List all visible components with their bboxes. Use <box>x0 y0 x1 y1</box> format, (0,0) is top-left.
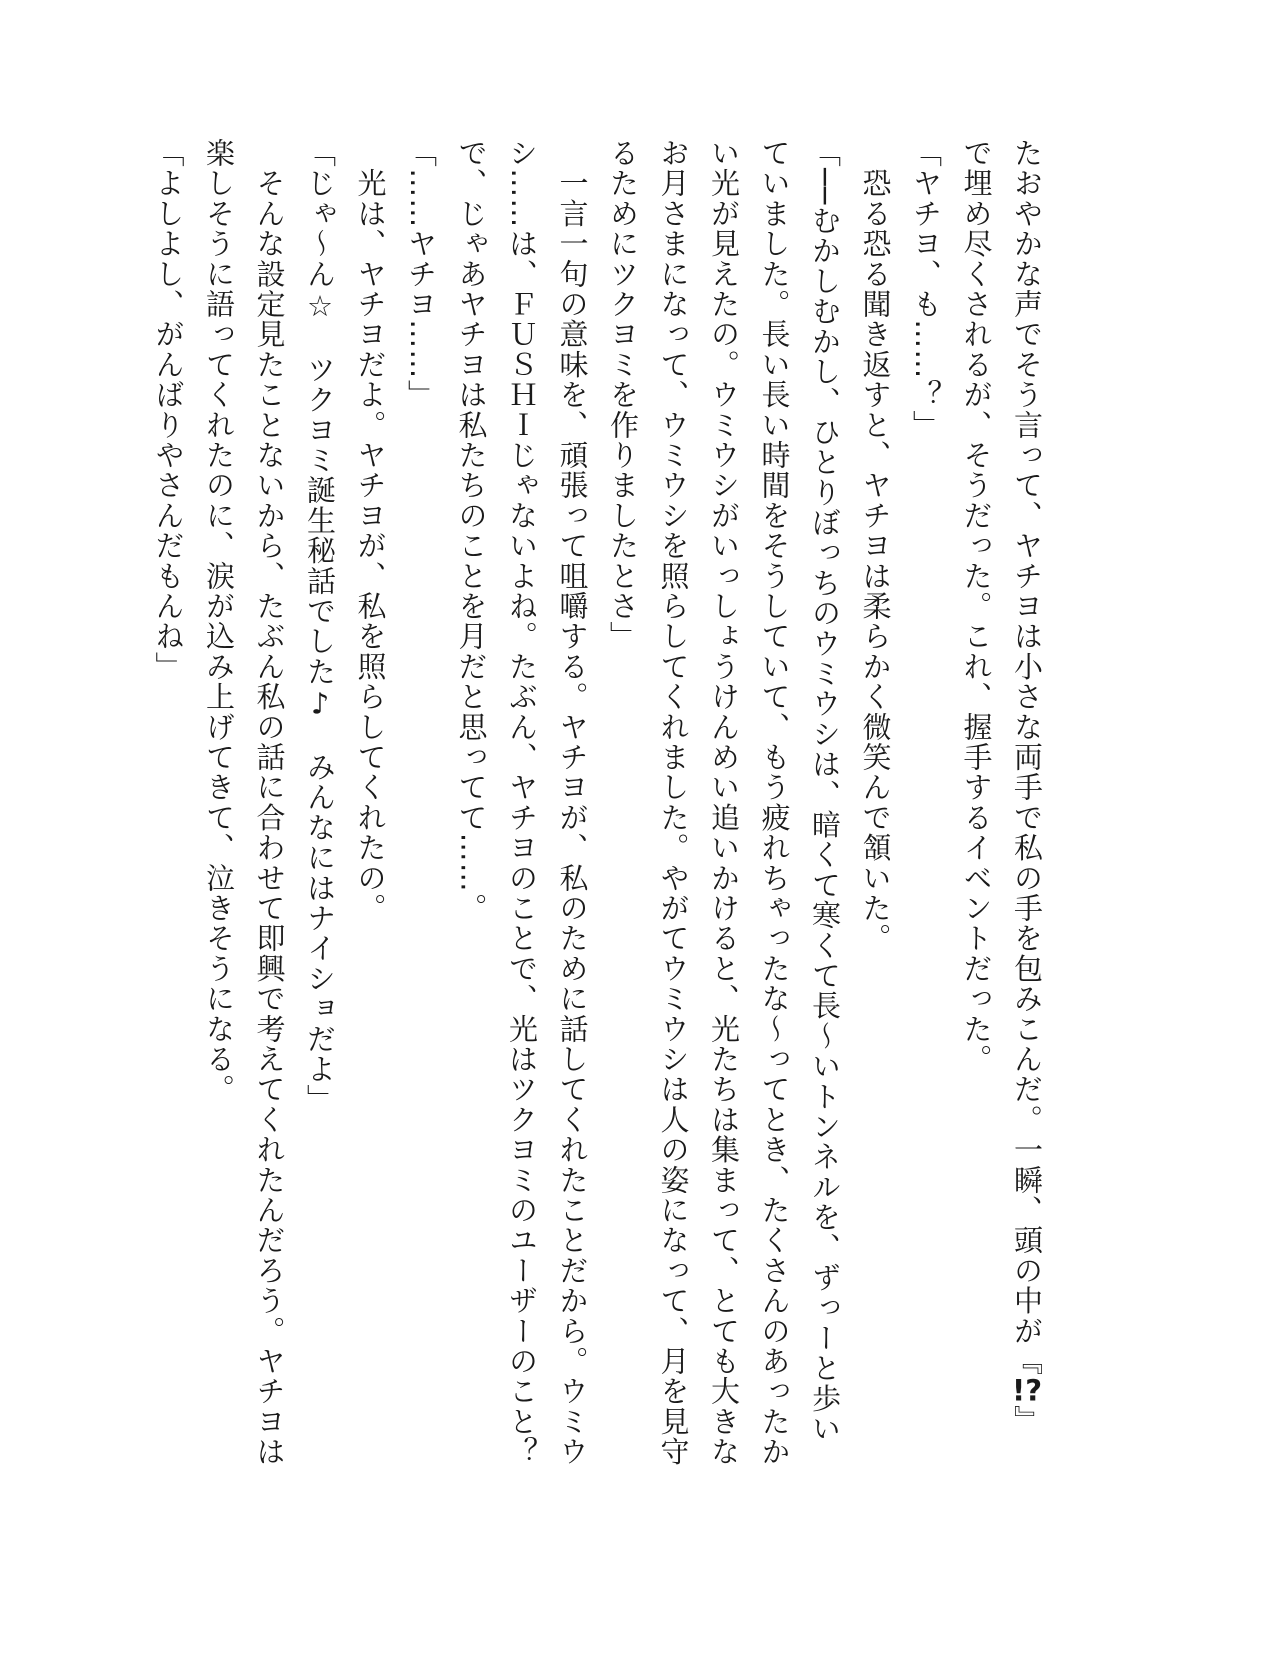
text-line: 恐る恐る聞き返すと、ヤチヨは柔らかく微笑んで頷いた。 <box>858 138 893 954</box>
text-line: るためにツクヨミを作りましたとさ」 <box>606 138 640 652</box>
text-segment: たおやかな声でそう言って、ヤチヨは小さな両手で私の手を包みこんだ。一瞬、頭の中が『 <box>1010 138 1044 1377</box>
text-line: い光が見えたの。ウミウシがいっしょうけんめい追いかけると、光たちは集まって、とても大きな <box>707 138 741 1467</box>
text-line: 「よしよし、がんばりやさんだもんね」 <box>151 138 186 682</box>
text-line: 「ヤチヨ、も……？」 <box>909 138 943 440</box>
text-line <box>1002 138 1053 1458</box>
tate-chu-yoko-text: !? <box>1011 1376 1043 1406</box>
text-line: シ……は、ＦＵＳＨＩじゃないよね。たぶん、ヤチヨのことで、光はツクヨミのユーザーのこと？ <box>505 138 539 1467</box>
text-line: お月さまになって、ウミウシを照らしてくれました。やがてウミウシは人の姿になって、月を見守 <box>656 138 691 1467</box>
text-line: 「──むかしむかし、ひとりぼっちのウミウシは、暗くて寒くて長～いトンネルを、ずっーと歩い <box>808 138 842 1444</box>
text-line: で、じゃあヤチヨは私たちのことを月だと思ってて……。 <box>454 138 489 924</box>
text-segment: 』 <box>1010 1405 1044 1436</box>
text-line: 「……ヤチヨ……」 <box>404 138 438 410</box>
text-line: ていました。長い長い時間をそうしていて、もう疲れちゃったな～ってとき、たくさんのあったか <box>757 138 792 1467</box>
vertical-text-page <box>143 138 1052 1467</box>
text-line: そんな設定見たことないから、たぶん私の話に合わせて即興で考えてくれたんだろう。ヤチヨは <box>252 138 287 1467</box>
text-line: 「じゃ～ん☆ ツクヨミ誕生秘話でした♪ みんなにはナイショだよ」 <box>303 138 337 1115</box>
text-line: 楽しそうに語ってくれたのに、涙が込み上げてきて、泣きそうになる。 <box>202 138 236 1105</box>
text-line: 一言一句の意味を、頑張って咀嚼する。ヤチヨが、私のために話してくれたことだから。ウミウ <box>555 138 590 1467</box>
text-line: で埋め尽くされるが、そうだった。これ、握手するイベントだった。 <box>959 138 994 1075</box>
text-line: 光は、ヤチヨだよ。ヤチヨが、私を照らしてくれたの。 <box>353 138 388 924</box>
